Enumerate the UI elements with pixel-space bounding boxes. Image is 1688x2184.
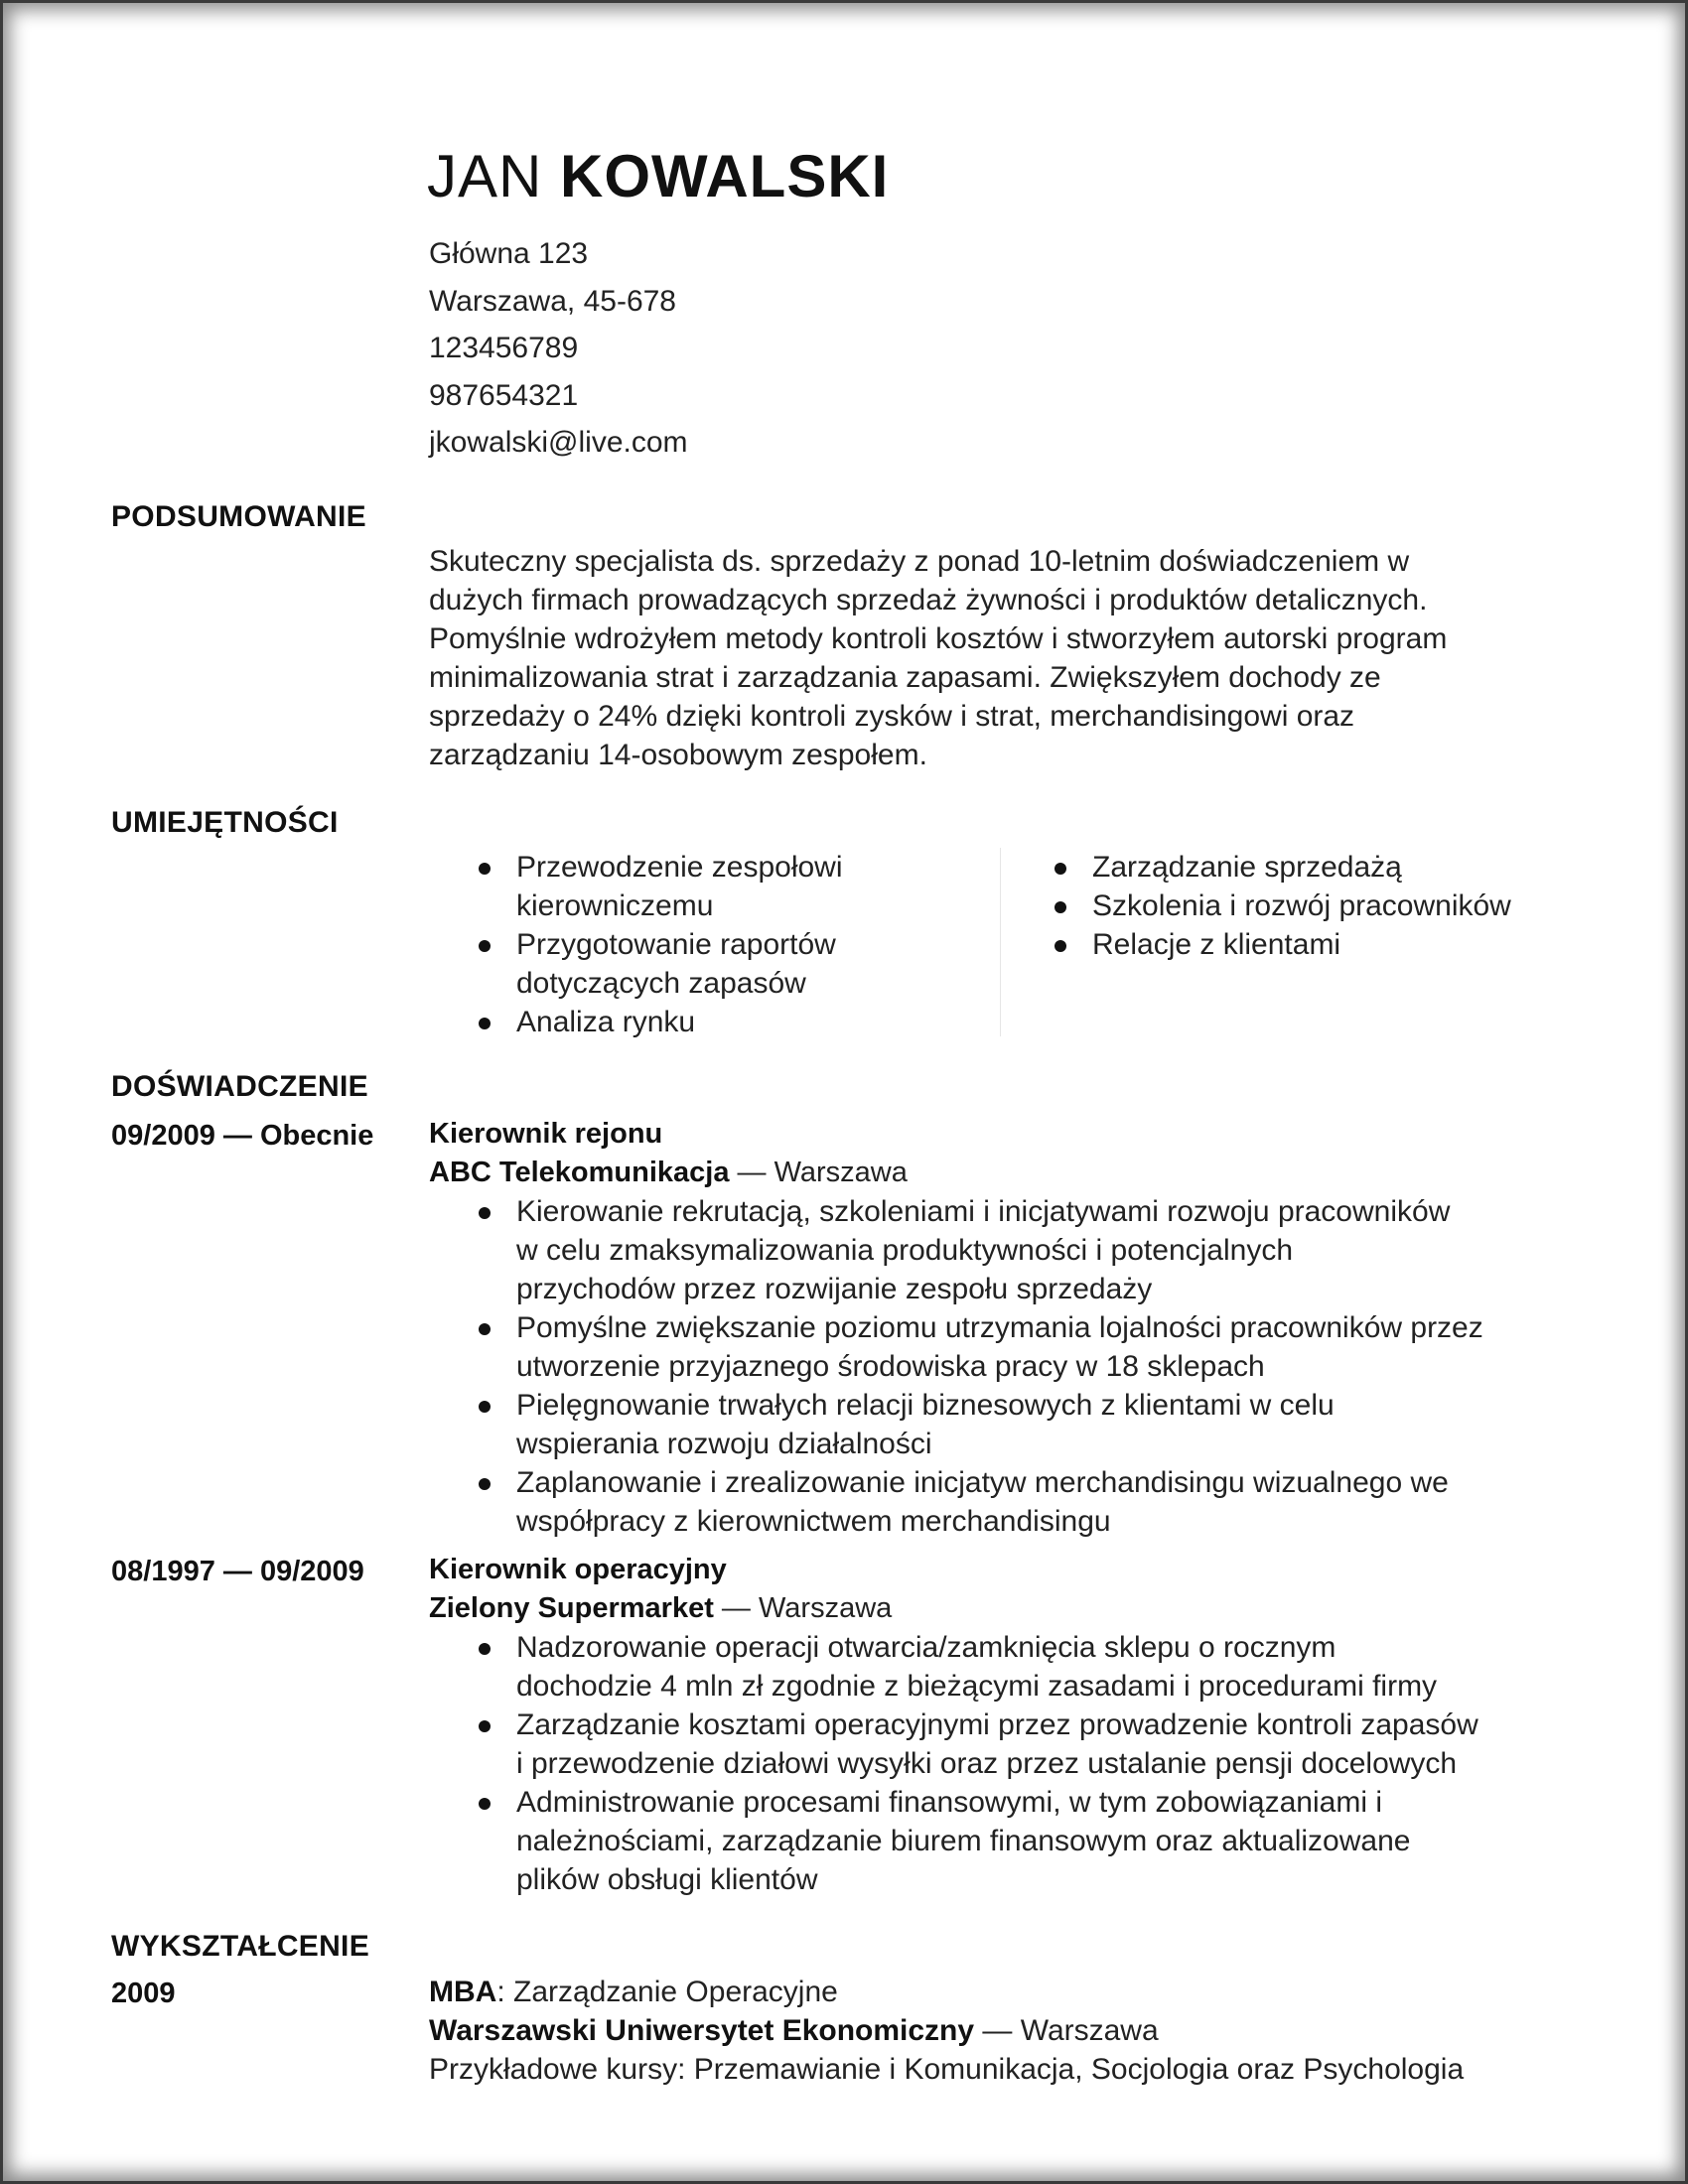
skill-item: Analiza rynku [429,1003,965,1041]
first-name: JAN [427,143,543,209]
job-company-line [429,1154,1601,1192]
job-dates: 09/2009 — Obecnie [111,1120,374,1152]
duty-item: Kierowanie rekrutacją, szkoleniami i inicjatywami rozwoju pracowników w celu zmaksymalizowania produktywności i potencjalnych przychodów przez rozwijanie zespołu sprzedaży [429,1192,1601,1308]
skill-item: Szkolenia i rozwój pracowników [1005,887,1581,925]
company-name: ABC Telekomunikacja [429,1157,730,1188]
school-name: Warszawski Uniwersytet Ekonomiczny [429,2014,975,2047]
education-year: 2009 [111,1978,176,2009]
email-address: jkowalski@live.com [429,426,688,459]
phone-secondary: 987654321 [429,378,579,412]
duty-item: Pielęgnowanie trwałych relacji biznesowych z klientami w celu wspierania rozwoju działalności [429,1386,1601,1463]
duty-item: Nadzorowanie operacji otwarcia/zamknięcia sklepu o rocznym dochodzie 4 mln zł zgodnie z bieżącymi zasadami i procedurami firmy [429,1628,1601,1706]
summary-line: minimalizowania strat i zarządzania zapasami. Zwiększyłem dochody ze [429,661,1381,694]
summary-line: sprzedaży o 24% dzięki kontroli zysków i strat, merchandisingowi oraz [429,700,1355,733]
skill-item: Przygotowanie raportów dotyczących zapasów [429,925,965,1003]
last-name: KOWALSKI [560,143,890,209]
separator: — [713,1592,759,1624]
skills-column-left [429,848,965,1041]
separator: — [729,1157,774,1188]
summary-line: dużych firmach prowadzących sprzedaż żywności i produktów detalicznych. [429,584,1428,616]
section-heading-experience: DOŚWIADCZENIE [111,1070,368,1103]
duty-item: Zarządzanie kosztami operacyjnymi przez prowadzenie kontroli zapasów i przewodzenie działowi wysyłki oraz przez ustalanie pensji docelowych [429,1706,1601,1783]
summary-line: Pomyślnie wdrożyłem metody kontroli kosztów i stworzyłem autorski program [429,622,1448,655]
city-postal: Warszawa, 45-678 [429,284,676,318]
job-dates: 08/1997 — 09/2009 [111,1556,364,1587]
degree-field: Zarządzanie Operacyjne [513,1976,838,2008]
degree-separator: : [496,1976,513,2008]
job-entry [429,1551,1601,1899]
education-entry [429,1973,1601,2089]
separator: — [974,2014,1021,2047]
skills-column-divider [1000,848,1001,1036]
courses-line: Przykładowe kursy: Przemawianie i Komunikacja, Socjologia oraz Psychologia [429,2053,1465,2086]
degree-line [429,1973,1601,2011]
skill-item: Zarządzanie sprzedażą [1005,848,1581,887]
degree-name: MBA [429,1976,497,2008]
summary-text [429,542,1571,774]
contact-info [429,230,688,467]
summary-line: Skuteczny specjalista ds. sprzedaży z ponad 10-letnim doświadczeniem w [429,545,1410,578]
section-heading-summary: PODSUMOWANIE [111,500,366,533]
job-duties [429,1628,1601,1899]
job-duties [429,1192,1601,1541]
job-entry [429,1115,1601,1541]
school-line [429,2011,1601,2050]
duty-item: Zaplanowanie i zrealizowanie inicjatyw merchandisingu wizualnego we współpracy z kierownictwem merchandisingu [429,1463,1601,1541]
street-address: Główna 123 [429,237,589,270]
duty-item: Pomyślne zwiększanie poziomu utrzymania lojalności pracowników przez utworzenie przyjaznego środowiska pracy w 18 sklepach [429,1308,1601,1386]
skills-column-right [1005,848,1581,964]
skill-item: Relacje z klientami [1005,925,1581,964]
job-location: Warszawa [759,1592,893,1624]
job-title: Kierownik rejonu [429,1118,663,1150]
job-location: Warszawa [774,1157,908,1188]
school-location: Warszawa [1020,2014,1159,2047]
section-heading-education: WYKSZTAŁCENIE [111,1930,369,1963]
company-name: Zielony Supermarket [429,1592,714,1624]
skill-item: Przewodzenie zespołowi kierowniczemu [429,848,965,925]
skills-list [429,848,1581,1036]
summary-line: zarządzaniu 14-osobowym zespołem. [429,739,927,771]
candidate-name [427,139,889,214]
duty-item: Administrowanie procesami finansowymi, w tym zobowiązaniami i należnościami, zarządzanie biurem finansowym oraz aktualizowane plików obsługi klientów [429,1783,1601,1899]
phone-primary: 123456789 [429,332,579,364]
section-heading-skills: UMIEJĘTNOŚCI [111,806,339,839]
job-title: Kierownik operacyjny [429,1554,727,1585]
job-company-line [429,1589,1601,1628]
